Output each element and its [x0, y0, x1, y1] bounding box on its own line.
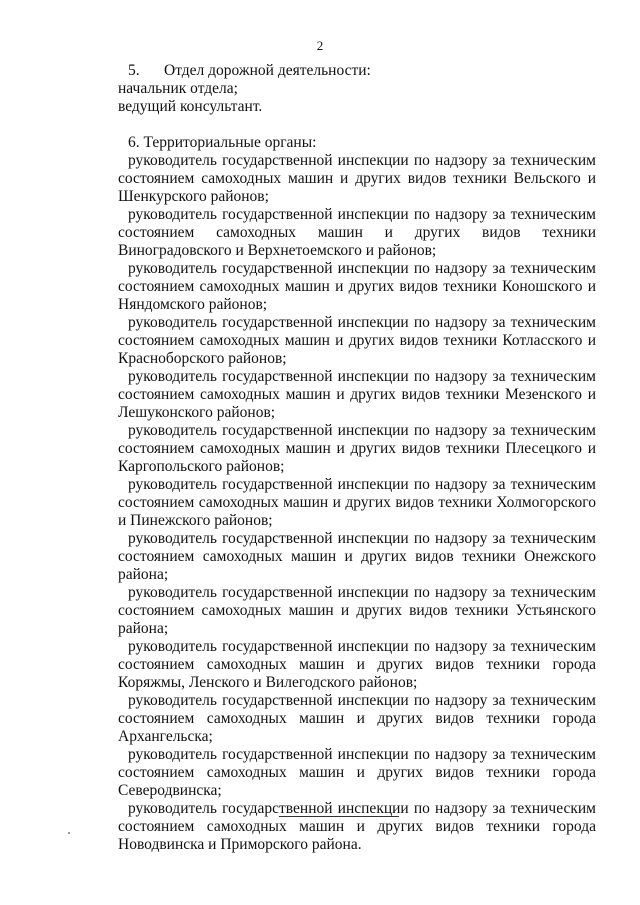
section-6-paragraph: руководитель государственной инспекции по надзору за техническим состоянием самоходных машин и других видов техники Устьянского района;	[118, 584, 596, 637]
section-6-paragraph: руководитель государственной инспекции по надзору за техническим состоянием самоходных машин и других видов техники города Северодвинска;	[118, 746, 596, 799]
scan-speck	[68, 832, 70, 834]
page-number: 2	[316, 38, 324, 53]
end-of-document-rule	[279, 816, 399, 817]
section-6-paragraph: руководитель государственной инспекции по надзору за техническим состоянием самоходных машин и других видов техники Мезенского и Лешуконского районов;	[118, 368, 596, 421]
section-6-paragraph: руководитель государственной инспекции по надзору за техническим состоянием самоходных машин и других видов техники Онежского района;	[118, 530, 596, 583]
section-5-title: Отдел дорожной деятельности:	[164, 62, 371, 79]
section-5-number: 5.	[128, 62, 140, 79]
section-6-paragraph: руководитель государственной инспекции по надзору за техническим состоянием самоходных машин и других видов техники Виноградовского и Верхнетоемского и районов;	[118, 206, 596, 259]
section-spacer	[118, 116, 596, 134]
section-6-paragraph: руководитель государственной инспекции по надзору за техническим состоянием самоходных машин и других видов техники Холмогорского и Пинежского районов;	[118, 476, 596, 529]
section-6-paragraph: руководитель государственной инспекции по надзору за техническим состоянием самоходных машин и других видов техники Коношского и Няндомского районов;	[118, 260, 596, 313]
section-6-heading: 6. Территориальные органы:	[128, 134, 317, 151]
section-6-paragraph: руководитель государственной инспекции по надзору за техническим состоянием самоходных машин и других видов техники Вельского и Шенкурского районов;	[118, 152, 596, 205]
document-body	[118, 62, 596, 854]
section-6-paragraph: руководитель государственной инспекции по надзору за техническим состоянием самоходных машин и других видов техники Плесецкого и Каргопольского районов;	[118, 422, 596, 475]
section-5-heading	[118, 62, 596, 80]
section-6-paragraph: руководитель государственной инспекции по надзору за техническим состоянием самоходных машин и других видов техники города Новодвинска и Приморского района.	[118, 800, 596, 853]
section-5-line: начальник отдела;	[118, 80, 238, 97]
section-6-paragraph: руководитель государственной инспекции по надзору за техническим состоянием самоходных машин и других видов техники города Коряжмы, Ленского и Вилегодского районов;	[118, 638, 596, 691]
section-6-paragraph: руководитель государственной инспекции по надзору за техническим состоянием самоходных машин и других видов техники города Архангельска;	[118, 692, 596, 745]
section-6-paragraph: руководитель государственной инспекции по надзору за техническим состоянием самоходных машин и других видов техники Котласского и Красноборского районов;	[118, 314, 596, 367]
section-5-line: ведущий консультант.	[118, 98, 263, 115]
